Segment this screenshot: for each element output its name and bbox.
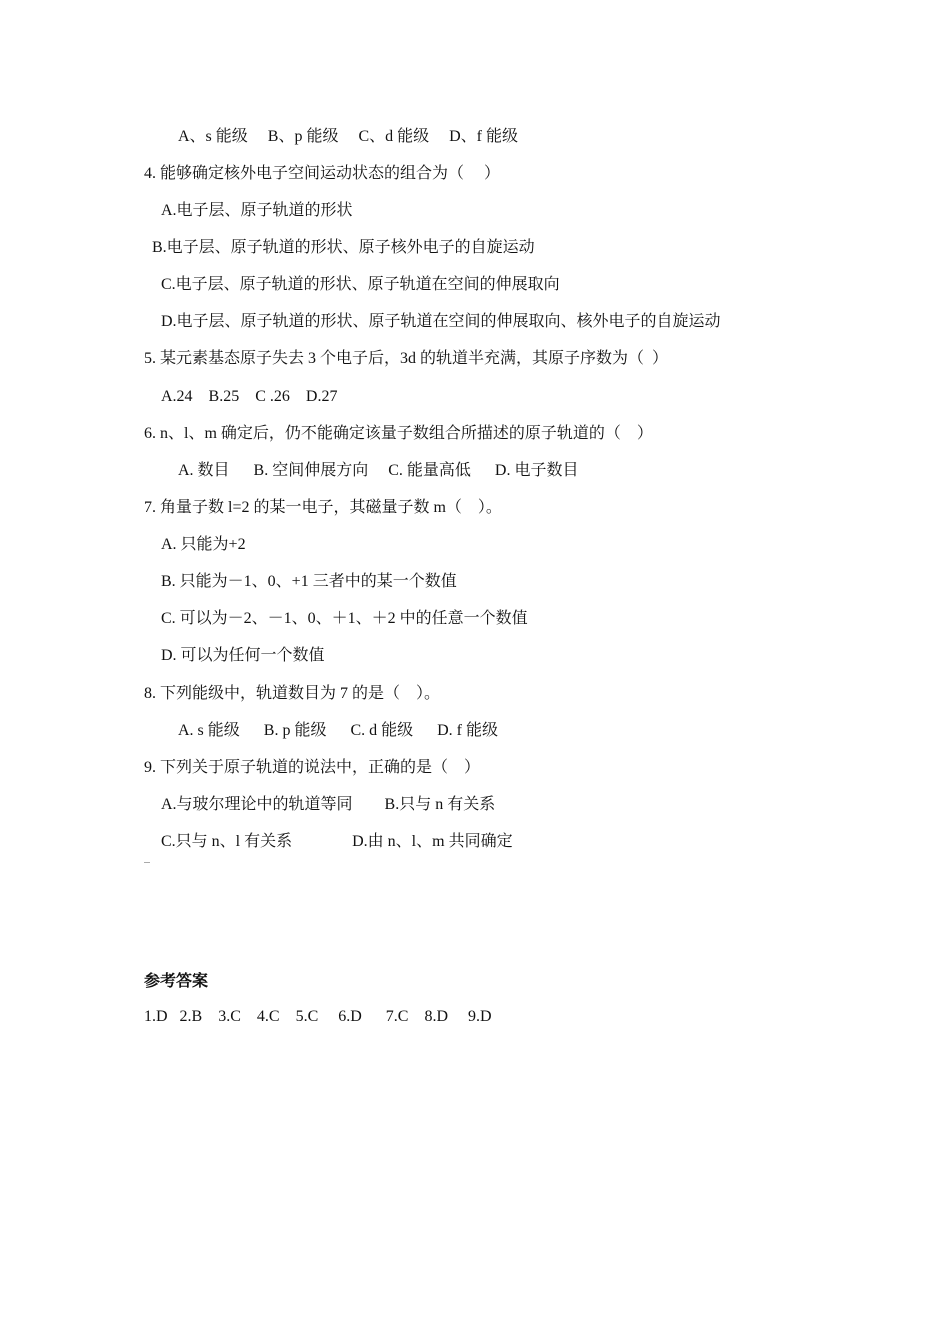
answer-heading: 参考答案 [144,973,209,990]
q4-option-b: B.电子层、原子轨道的形状、原子核外电子的自旋运动 [152,239,535,256]
question-6: 6. n、l、m 确定后，仍不能确定该量子数组合所描述的原子轨道的（ ） [144,425,653,442]
q5-options: A.24 B.25 C .26 D.27 [161,388,338,405]
q7-option-d: D. 可以为任何一个数值 [161,647,325,664]
question-5: 5. 某元素基态原子失去 3 个电子后，3d 的轨道半充满，其原子序数为（ ） [144,350,669,367]
answer-key: 1.D 2.B 3.C 4.C 5.C 6.D 7.C 8.D 9.D [144,1008,492,1025]
q9-options-ab: A.与玻尔理论中的轨道等同 B.只与 n 有关系 [161,796,496,813]
q6-options: A. 数目 B. 空间伸展方向 C. 能量高低 D. 电子数目 [178,462,579,479]
q9-options-cd: C.只与 n、l 有关系 D.由 n、l、m 共同确定 [161,833,513,850]
q7-option-a: A. 只能为+2 [161,536,246,553]
paragraph-mark [144,862,150,867]
q7-option-b: B. 只能为－1、0、+1 三者中的某一个数值 [161,573,457,590]
question-8: 8. 下列能级中，轨道数目为 7 的是（ ）。 [144,685,441,702]
q4-option-d: D.电子层、原子轨道的形状、原子轨道在空间的伸展取向、核外电子的自旋运动 [161,313,721,330]
question-4: 4. 能够确定核外电子空间运动状态的组合为（ ） [144,165,501,182]
q4-option-c: C.电子层、原子轨道的形状、原子轨道在空间的伸展取向 [161,276,560,293]
q4-option-a: A.电子层、原子轨道的形状 [161,202,353,219]
question-9: 9. 下列关于原子轨道的说法中，正确的是（ ） [144,759,481,776]
question-7: 7. 角量子数 l=2 的某一电子，其磁量子数 m（ ）。 [144,499,502,516]
q7-option-c: C. 可以为－2、－1、0、＋1、＋2 中的任意一个数值 [161,610,528,627]
q3-options: A、s 能级 B、p 能级 C、d 能级 D、f 能级 [178,128,519,145]
q8-options: A. s 能级 B. p 能级 C. d 能级 D. f 能级 [178,722,499,739]
